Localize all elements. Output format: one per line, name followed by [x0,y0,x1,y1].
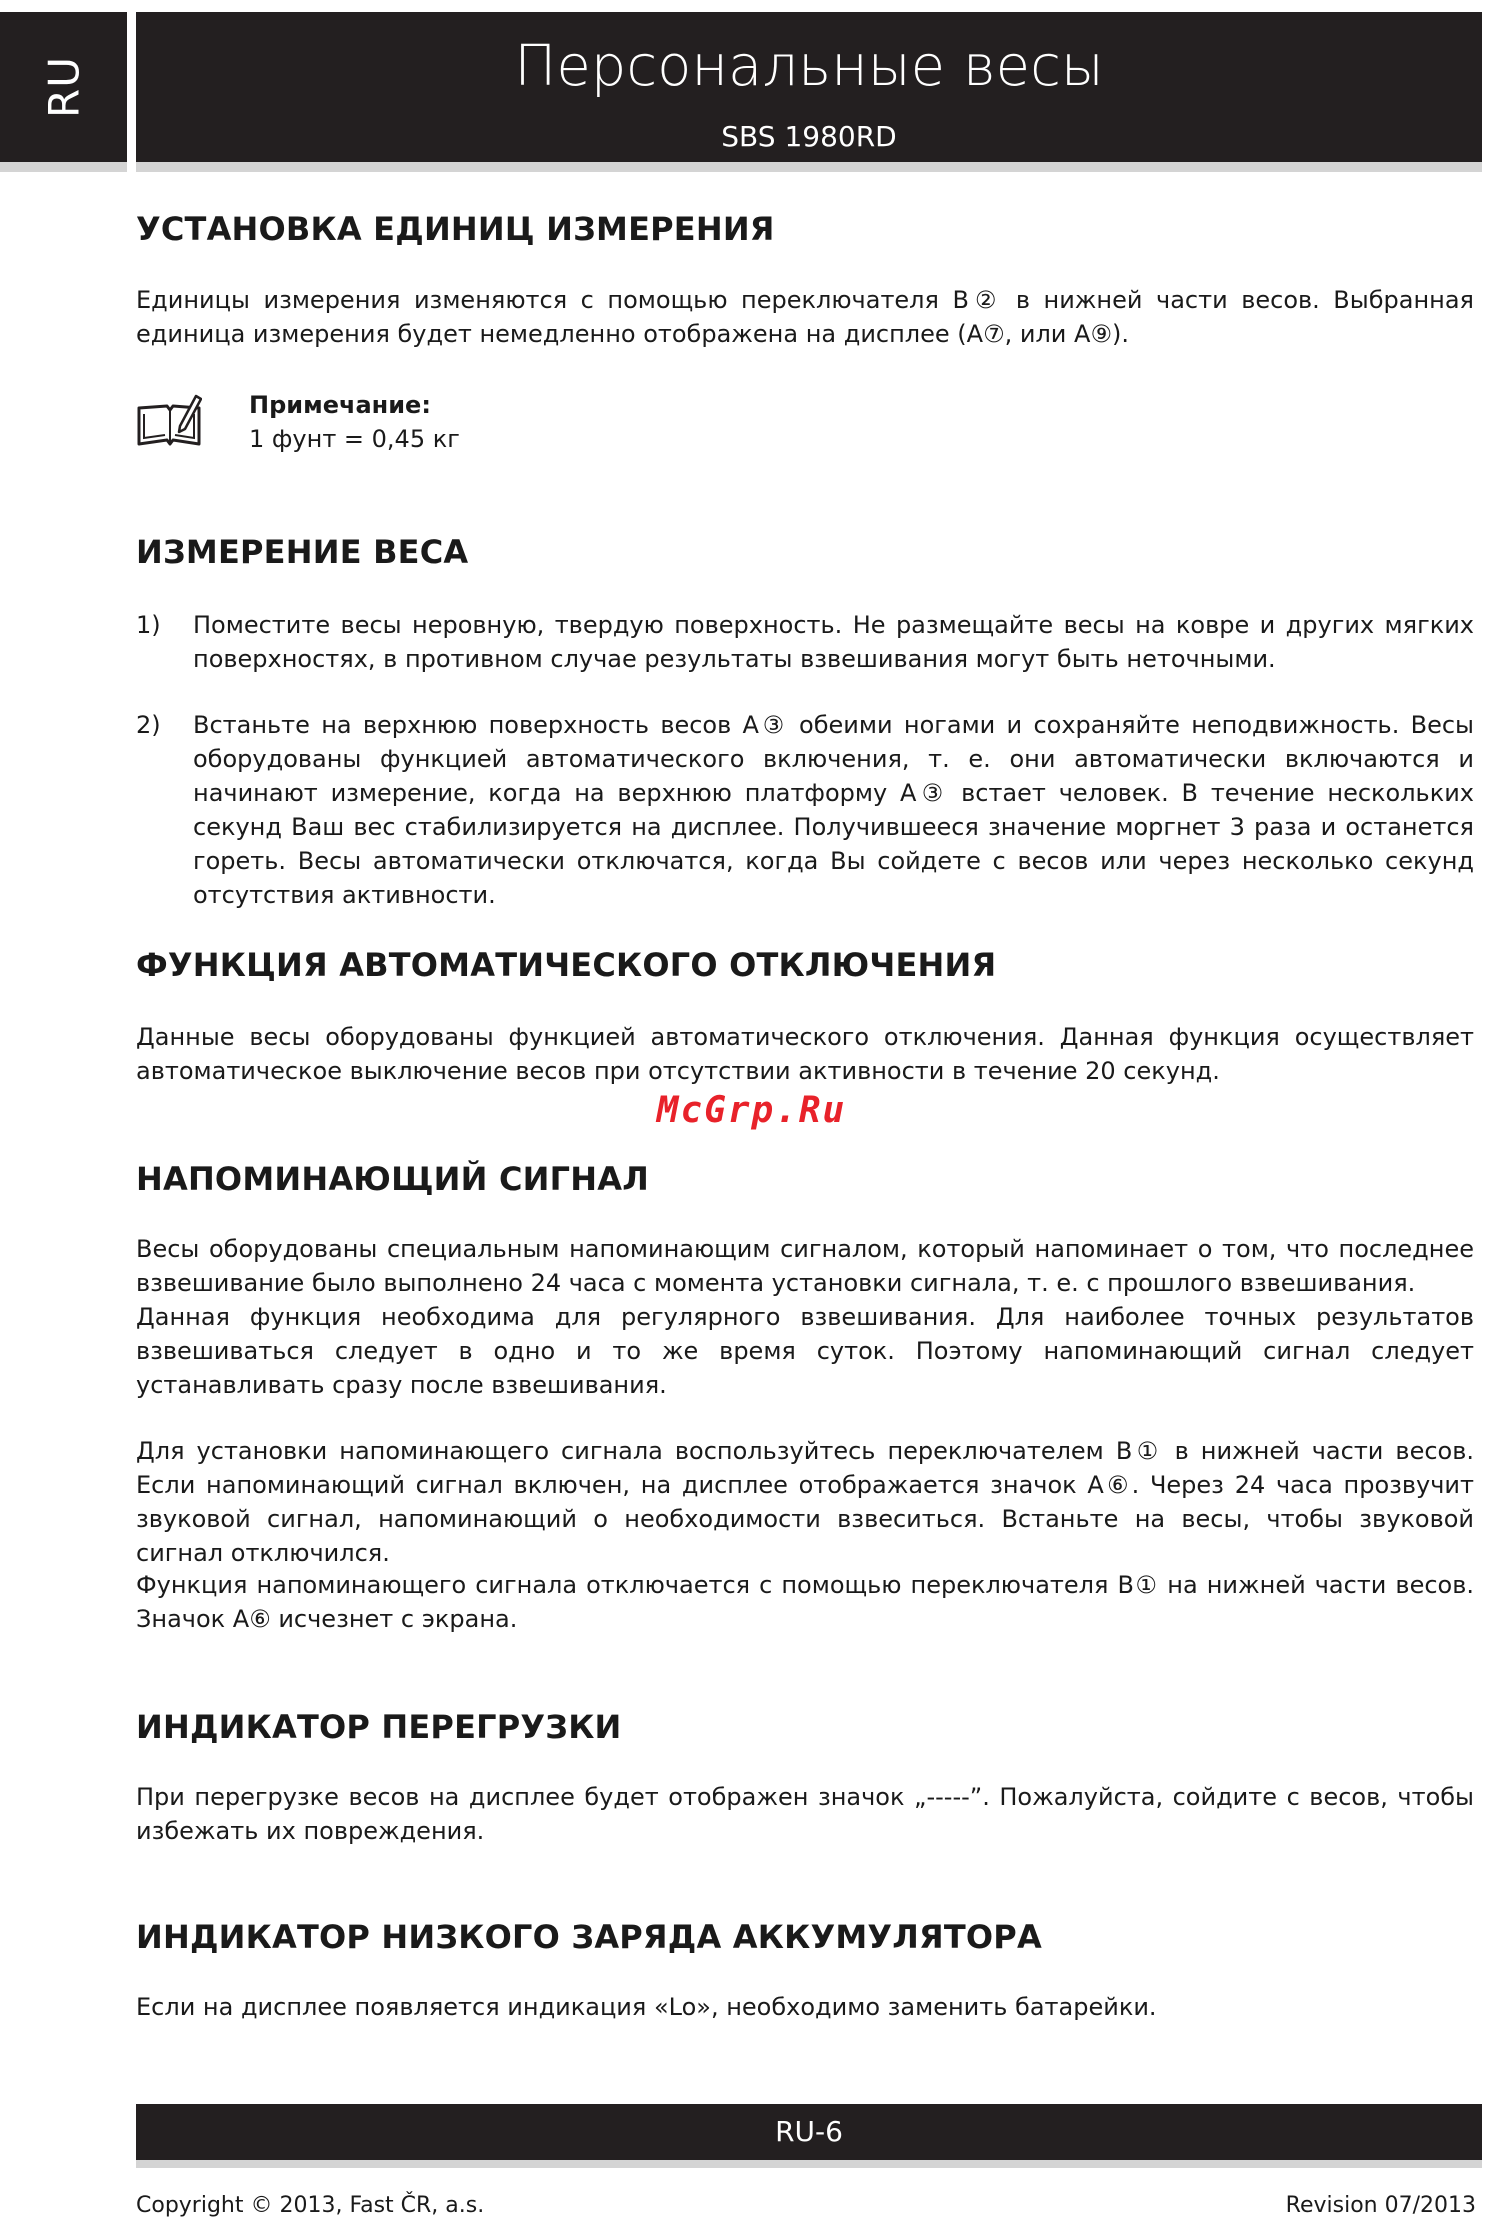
title-bar [136,12,1482,162]
footer-bar-shadow [136,2160,1482,2168]
reminder-text-block-3 [136,1568,1474,1636]
battery-heading: ИНДИКАТОР НИЗКОГО ЗАРЯДА АККУМУЛЯТОРА [136,1918,1042,1956]
page-number: RU-6 [775,2115,843,2148]
revision: Revision 07/2013 [1285,2193,1476,2218]
weighing-heading: ИЗМЕРЕНИЕ ВЕСА [136,533,469,571]
weighing-section [136,533,1474,571]
reminder-para-3: Функция напоминающего сигнала отключается с помощью переключателя B① на нижней части весов. Значок A⑥ исчезнет с экрана. [136,1571,1474,1633]
reminder-para-1a: Весы оборудованы специальным напоминающим сигналом, который напоминает о том, что последнее взвешивание было выполнено 24 часа с момента установки сигнала, т. е. с прошлого взвешивания. [136,1235,1474,1297]
list-text: Встаньте на верхнюю поверхность весов A③ обеими ногами и сохраняйте неподвижность. Весы оборудованы функцией автоматического включения, т. е. они автоматически включаются и начинают измерение, когда на верхнюю платформу A③ встает человек. В течение нескольких секунд Ваш вес стабилизируется на дисплее. Получившееся значение моргнет 3 раза и останется гореть. Весы автоматически отключатся, когда Вы сойдете с весов или через несколько секунд отсутствия активности. [193,711,1474,909]
overload-text: При перегрузке весов на дисплее будет отображен значок „-----”. Пожалуйста, сойдите с весов, чтобы избежать их повреждения. [136,1783,1474,1845]
page-title: Персональные весы [514,34,1104,99]
overload-text-block [136,1780,1474,1848]
watermark: McGrp.Ru [656,1090,847,1131]
autooff-heading: ФУНКЦИЯ АВТОМАТИЧЕСКОГО ОТКЛЮЧЕНИЯ [136,946,997,984]
battery-text: Если на дисплее появляется индикация «Lo», необходимо заменить батарейки. [136,1993,1157,2021]
list-text: Поместите весы неровную, твердую поверхность. Не размещайте весы на ковре и других мягких поверхностях, в противном случае результаты взвешивания могут быть неточными. [193,611,1474,673]
autooff-section [136,946,1474,984]
language-tab [0,12,127,162]
reminder-text-block-2 [136,1434,1474,1570]
book-note-icon [136,390,202,450]
note-text: 1 фунт = 0,45 кг [249,425,460,453]
reminder-text-block [136,1232,1474,1402]
battery-text-block [136,1990,1474,2024]
list-number: 1) [136,611,161,639]
copyright: Copyright © 2013, Fast ČR, a.s. [136,2193,485,2218]
note-title: Примечание: [249,391,431,419]
overload-section [136,1708,1474,1746]
note-block [249,388,460,456]
reminder-para-1b: Данная функция необходима для регулярного взвешивания. Для наиболее точных результатов взвешиваться следует в одно и то же время суток. Поэтому напоминающий сигнал следует устанавливать сразу после взвешивания. [136,1303,1474,1399]
units-text: Единицы измерения изменяются с помощью переключателя B② в нижней части весов. Выбранная единица измерения будет немедленно отображена на дисплее (A⑦, или A⑨). [136,286,1474,348]
overload-heading: ИНДИКАТОР ПЕРЕГРУЗКИ [136,1708,622,1746]
list-item [136,608,1474,676]
list-item [136,708,1474,912]
language-tab-shadow [0,162,127,172]
units-section [136,210,1474,248]
language-label: RU [39,56,88,118]
reminder-para-2: Для установки напоминающего сигнала воспользуйтесь переключателем B① в нижней части весов. Если напоминающий сигнал включен, на дисплее отображается значок A⑥. Через 24 часа прозвучит звуковой сигнал, напоминающий о необходимости взвеситься. Встаньте на весы, чтобы звуковой сигнал отключился. [136,1437,1474,1567]
reminder-heading: НАПОМИНАЮЩИЙ СИГНАЛ [136,1160,649,1198]
units-text-block [136,283,1474,351]
list-number: 2) [136,711,161,739]
footer-bar [136,2104,1482,2160]
autooff-text-block [136,1020,1474,1088]
battery-section [136,1918,1474,1956]
title-bar-shadow [136,162,1482,172]
model-number: SBS 1980RD [721,120,897,153]
units-heading: УСТАНОВКА ЕДИНИЦ ИЗМЕРЕНИЯ [136,210,775,248]
reminder-section [136,1160,1474,1198]
autooff-text: Данные весы оборудованы функцией автоматического отключения. Данная функция осуществляет автоматическое выключение весов при отсутствии активности в течение 20 секунд. [136,1023,1474,1085]
